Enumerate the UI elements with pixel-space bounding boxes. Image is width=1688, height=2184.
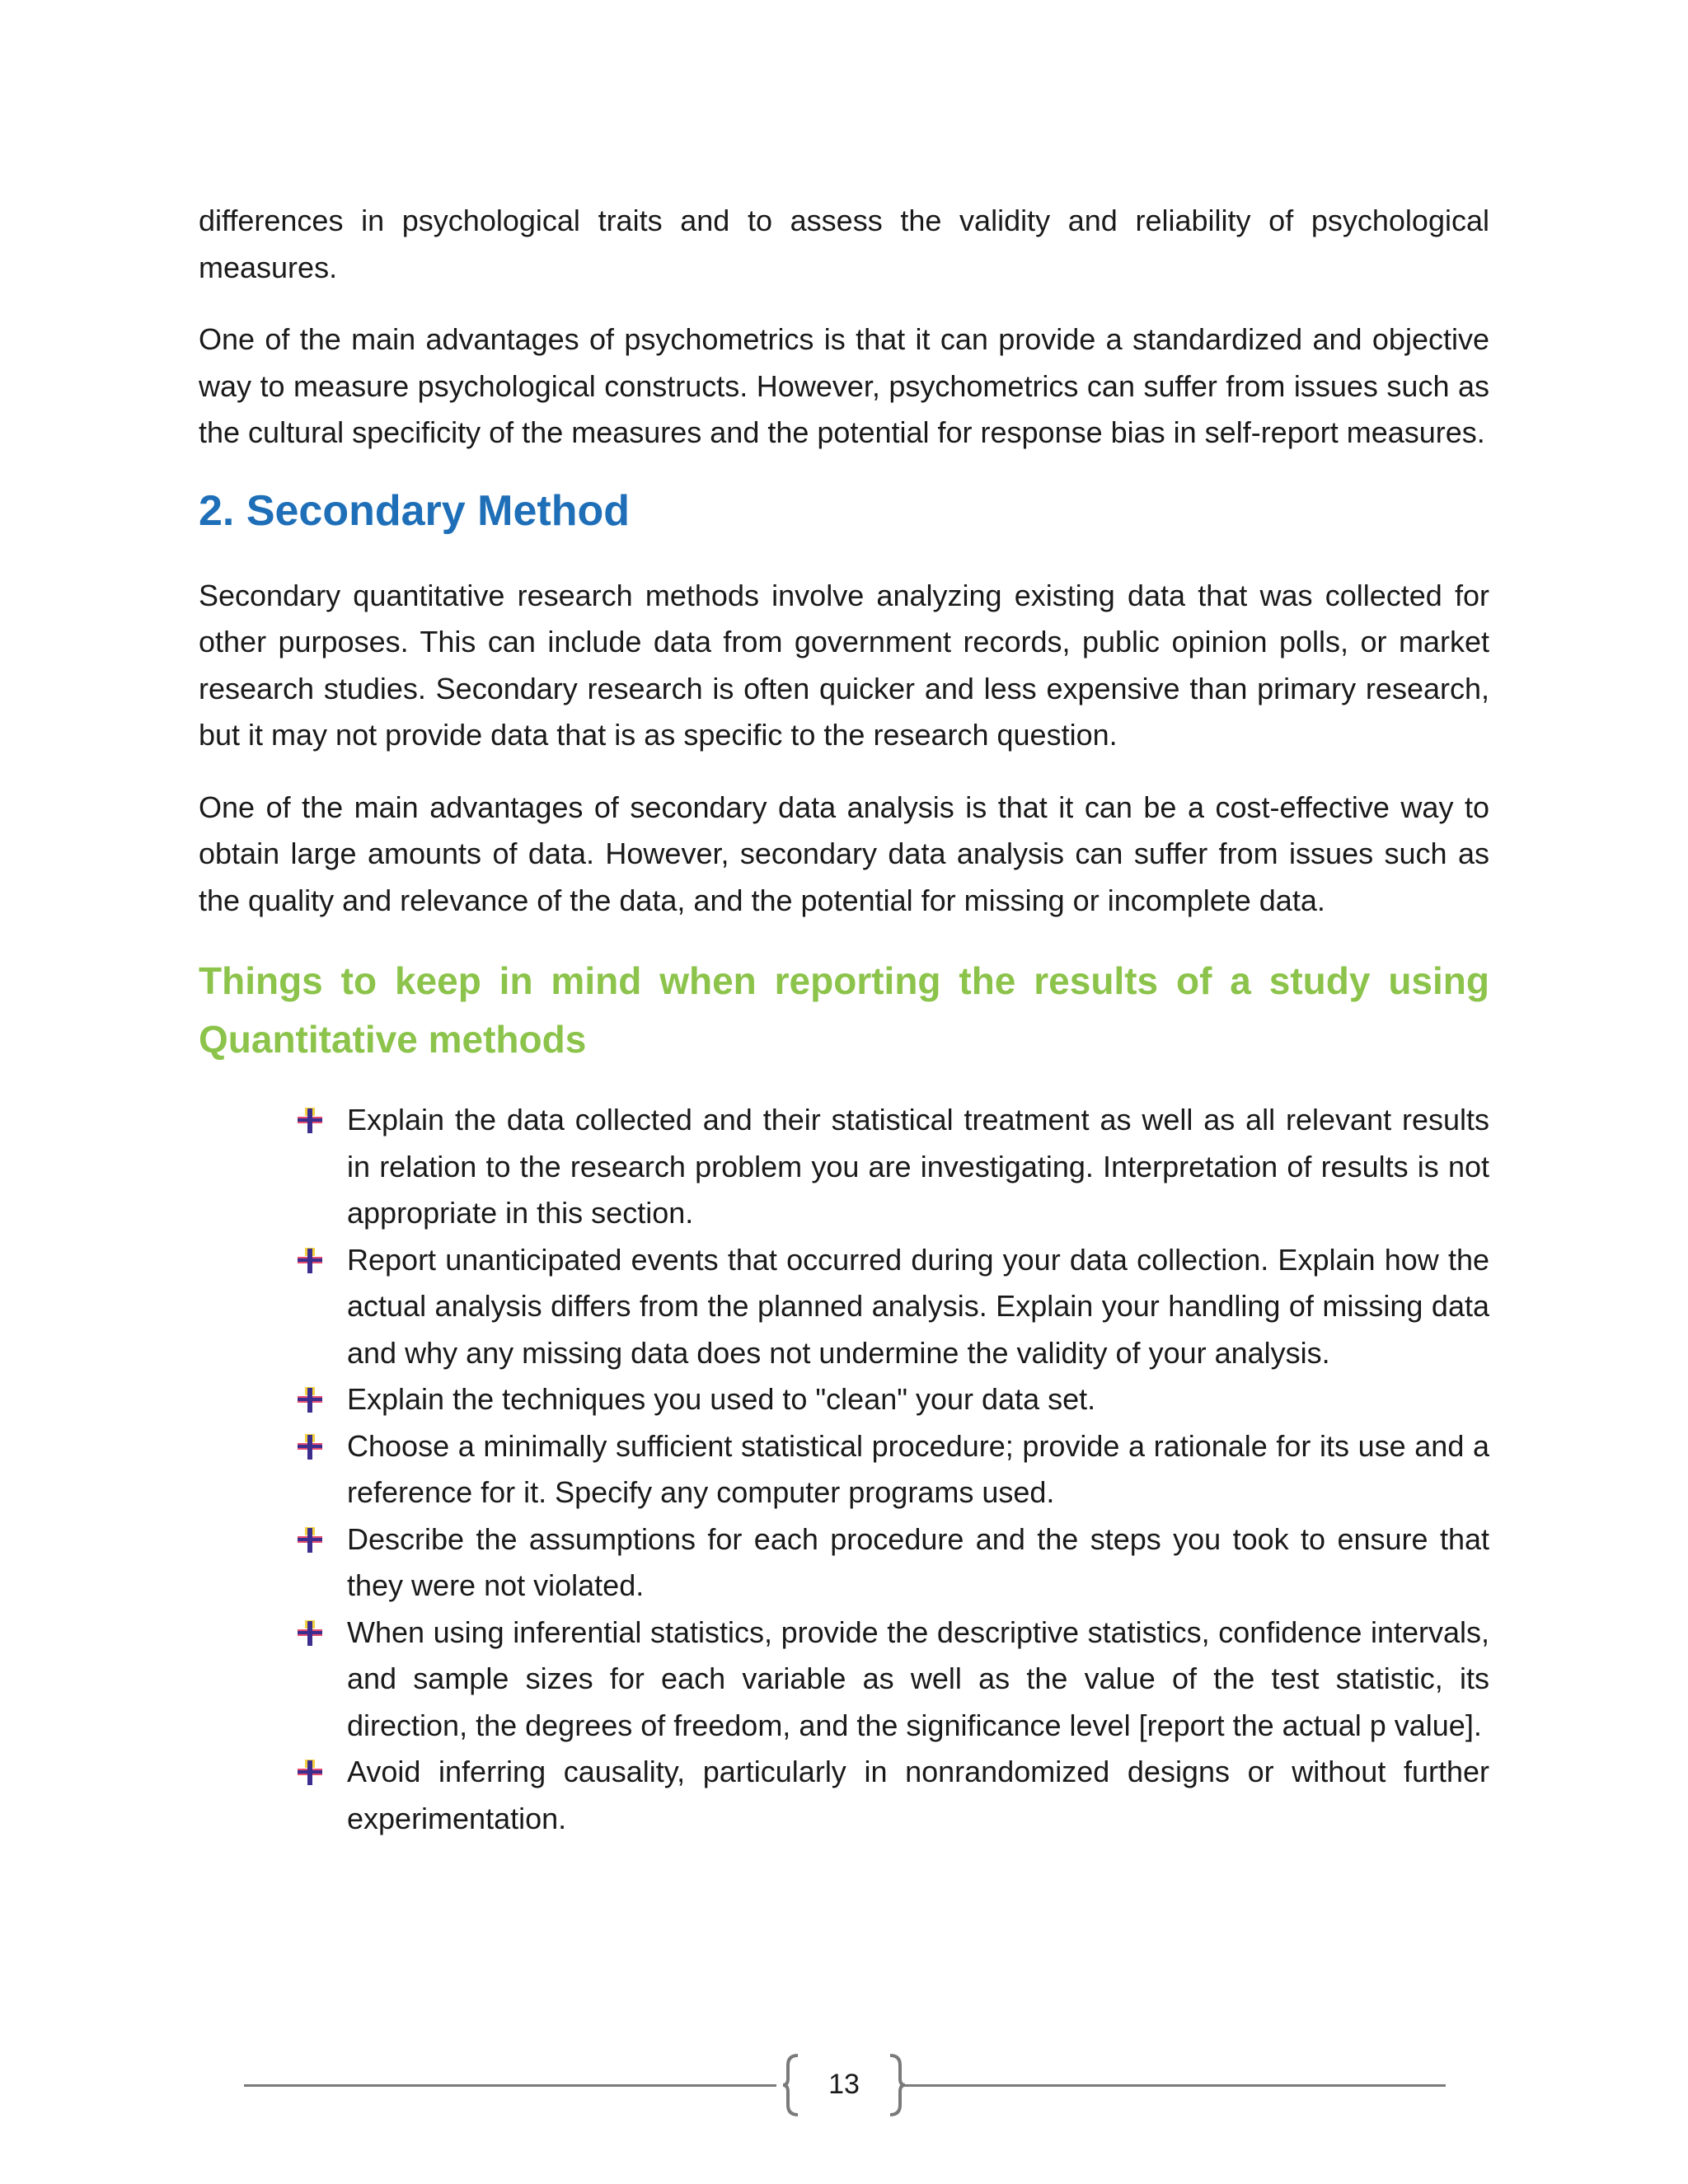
pushpin-plus-icon [296, 1619, 324, 1647]
page-number: 13 [828, 2069, 860, 2100]
section-heading: 2. Secondary Method [199, 486, 630, 535]
section-paragraph-2: One of the main advantages of secondary data analysis is that it can be a cost-effective way to obtain large amounts of data. However, secondary data analysis can suffer from issues such as the quality and relevance of the data, and the potential for missing or incomplete data. [199, 790, 1489, 917]
section-paragraph-1: Secondary quantitative research methods involve analyzing existing data that was collected for other purposes. This can include data from government records, public opinion polls, or market research studies. Secondary research is often quicker and less expensive than primary research, but it may not provide data that is as specific to the research question. [199, 578, 1489, 752]
subsection-heading: Things to keep in mind when reporting the results of a study using Quantitative methods [199, 959, 1489, 1061]
bullet-item [347, 1610, 1489, 1750]
pushpin-plus-icon [296, 1247, 324, 1275]
bullet-text: Choose a minimally sufficient statistical procedure; provide a rationale for its use and a reference for it. Specify any computer programs used. [347, 1428, 1489, 1509]
intro-paragraph-1: differences in psychological traits and to assess the validity and reliability of psychological measures. [199, 204, 1489, 284]
footer-divider-right [905, 2084, 1446, 2087]
bullet-list [199, 1097, 1489, 1842]
bullet-text: Report unanticipated events that occurred during your data collection. Explain how the actual analysis differs from the planned analysis. Explain your handling of missing data and why any missing data does not undermine the validity of your analysis. [347, 1242, 1489, 1370]
pushpin-plus-icon [296, 1433, 324, 1461]
footer-divider-left [244, 2084, 776, 2087]
bullet-text: Explain the data collected and their statistical treatment as well as all relevant results in relation to the research problem you are investigating. Interpretation of results is not appropriate in this section. [347, 1103, 1489, 1230]
intro-paragraph-2: One of the main advantages of psychometrics is that it can provide a standardized and objective way to measure psychological constructs. However, psychometrics can suffer from issues such as the cultural specificity of the measures and the potential for response bias in self-report measures. [199, 322, 1489, 449]
bullet-text: Describe the assumptions for each procedure and the steps you took to ensure that they were not violated. [347, 1521, 1489, 1602]
pushpin-plus-icon [296, 1386, 324, 1414]
right-brace-icon [887, 2054, 907, 2116]
bullet-item [347, 1749, 1489, 1842]
bullet-item [347, 1516, 1489, 1610]
pushpin-plus-icon [296, 1526, 324, 1554]
page-footer [0, 2052, 1688, 2118]
bullet-text: Explain the techniques you used to "clean" your data set. [347, 1382, 1096, 1416]
bullet-item [347, 1423, 1489, 1516]
bullet-text: When using inferential statistics, provide the descriptive statistics, confidence intervals, and sample sizes for each variable as well as the value of the test statistic, its direction, the degrees of freedom, and the significance level [report the actual p value]. [347, 1615, 1489, 1742]
bullet-item [347, 1376, 1489, 1423]
bullet-item [347, 1237, 1489, 1377]
pushpin-plus-icon [296, 1107, 324, 1135]
bullet-text: Avoid inferring causality, particularly in nonrandomized designs or without further experimentation. [347, 1755, 1489, 1835]
page-content [199, 198, 1489, 1842]
bullet-item [347, 1097, 1489, 1237]
pushpin-plus-icon [296, 1759, 324, 1787]
